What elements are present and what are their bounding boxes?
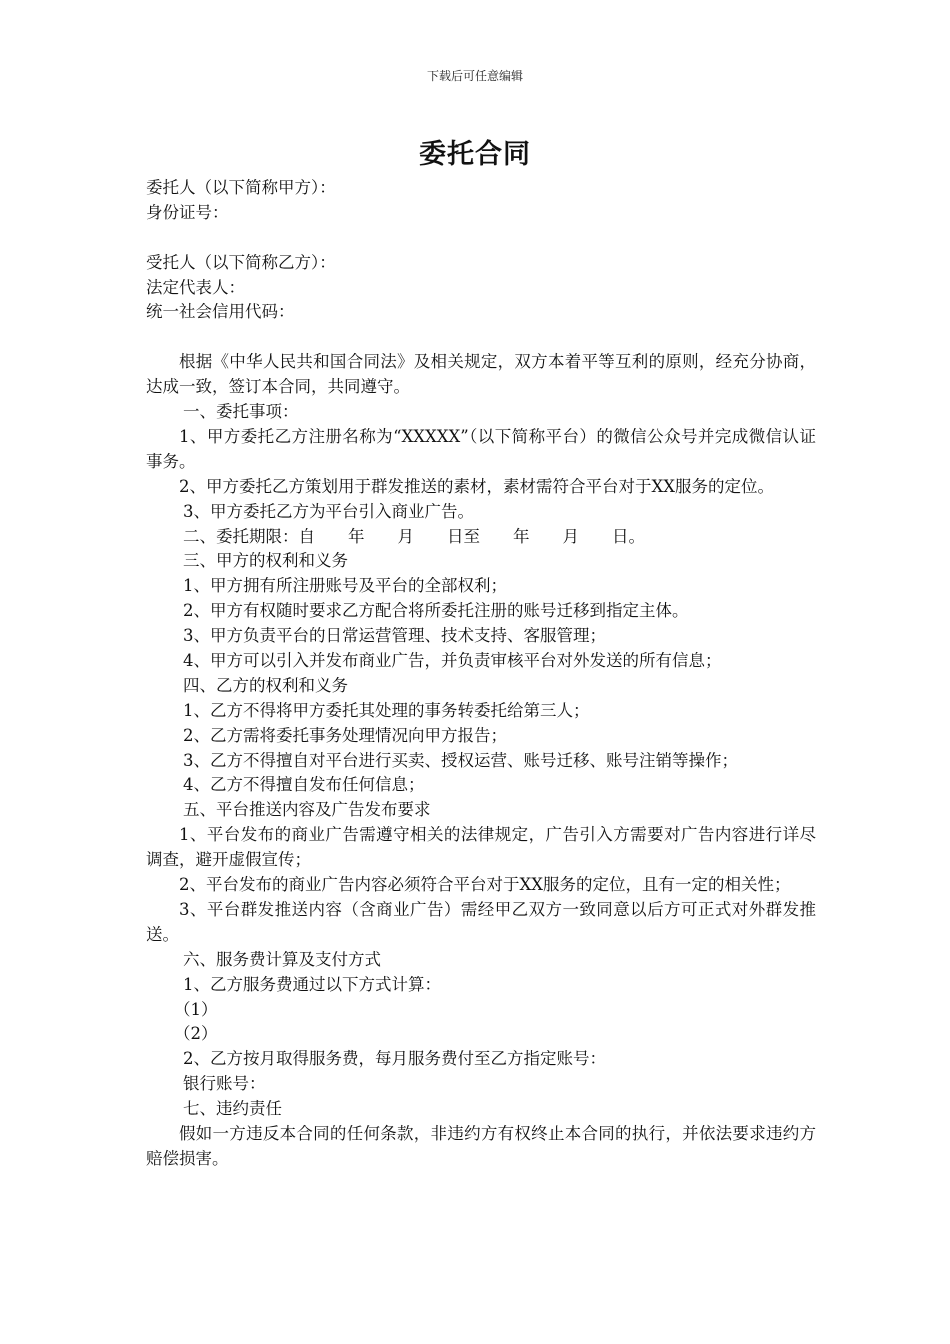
credit-code-line: 统一社会信用代码：: [146, 302, 295, 322]
section-2-heading: 二、委托期限：自 年 月 日至 年 月 日。: [183, 526, 645, 546]
section-6-subitem: （2）: [174, 1024, 218, 1044]
section-3-heading: 三、甲方的权利和义务: [183, 551, 348, 571]
section-3-item: 3、甲方负责平台的日常运营管理、技术支持、客服管理；: [183, 626, 606, 646]
legal-rep-line: 法定代表人：: [146, 277, 245, 297]
section-5-item: 2、平台发布的商业广告内容必须符合平台对于XX服务的定位，且有一定的相关性；: [179, 875, 791, 895]
section-1-item: 2、甲方委托乙方策划用于群发推送的素材，素材需符合平台对于XX服务的定位。: [179, 476, 774, 496]
section-1-item: 1、甲方委托乙方注册名称为“XXXXX”（以下简称平台）的微信公众号并完成微信认证事务。: [146, 426, 816, 471]
document-title: 委托合同: [419, 139, 531, 170]
section-6-subitem: （1）: [174, 999, 218, 1019]
section-5-heading: 五、平台推送内容及广告发布要求: [183, 800, 431, 820]
section-5-item: 1、平台发布的商业广告需遵守相关的法律规定，广告引入方需要对广告内容进行详尽调查，避开虚假宣传；: [146, 825, 816, 870]
section-4-item: 1、乙方不得将甲方委托其处理的事务转委托给第三人；: [183, 700, 590, 720]
section-4-heading: 四、乙方的权利和义务: [183, 675, 348, 695]
section-6-item: 2、乙方按月取得服务费，每月服务费付至乙方指定账号：: [183, 1049, 606, 1069]
section-5-item: 3、平台群发推送内容（含商业广告）需经甲乙双方一致同意以后方可正式对外群发推送。: [146, 899, 816, 944]
section-3-item: 4、甲方可以引入并发布商业广告，并负责审核平台对外发送的所有信息；: [183, 651, 722, 670]
section-1-item: 3、甲方委托乙方为平台引入商业广告。: [183, 501, 474, 521]
section-3-item: 2、甲方有权随时要求乙方配合将所委托注册的账号迁移到指定主体。: [183, 601, 689, 621]
intro-paragraph: 根据《中华人民共和国合同法》及相关规定，双方本着平等互利的原则，经充分协商，达成一致，签订本合同，共同遵守。: [146, 352, 816, 397]
section-3-item: 1、甲方拥有所注册账号及平台的全部权利；: [183, 576, 507, 596]
contract-body: [146, 176, 816, 1172]
client-line: 委托人（以下简称甲方）：: [146, 178, 336, 197]
spacer: [146, 226, 816, 251]
section-6-heading: 六、服务费计算及支付方式: [183, 949, 381, 969]
section-4-item: 4、乙方不得擅自发布任何信息；: [183, 775, 425, 795]
section-4-item: 3、乙方不得擅自对平台进行买卖、授权运营、账号迁移、账号注销等操作；: [183, 750, 738, 770]
section-4-item: 2、乙方需将委托事务处理情况向甲方报告；: [183, 725, 507, 745]
section-1-heading: 一、委托事项：: [183, 402, 299, 422]
spacer: [146, 325, 816, 350]
agent-line: 受托人（以下简称乙方）：: [146, 252, 336, 272]
section-7-text: 假如一方违反本合同的任何条款，非违约方有权终止本合同的执行，并依法要求违约方赔偿损害。: [146, 1124, 816, 1168]
bank-account-line: 银行账号：: [183, 1074, 266, 1094]
section-6-item: 1、乙方服务费通过以下方式计算：: [183, 974, 441, 994]
header-note: 下载后可任意编辑: [426, 69, 523, 83]
section-7-heading: 七、违约责任: [183, 1099, 282, 1119]
id-number-line: 身份证号：: [146, 202, 229, 222]
